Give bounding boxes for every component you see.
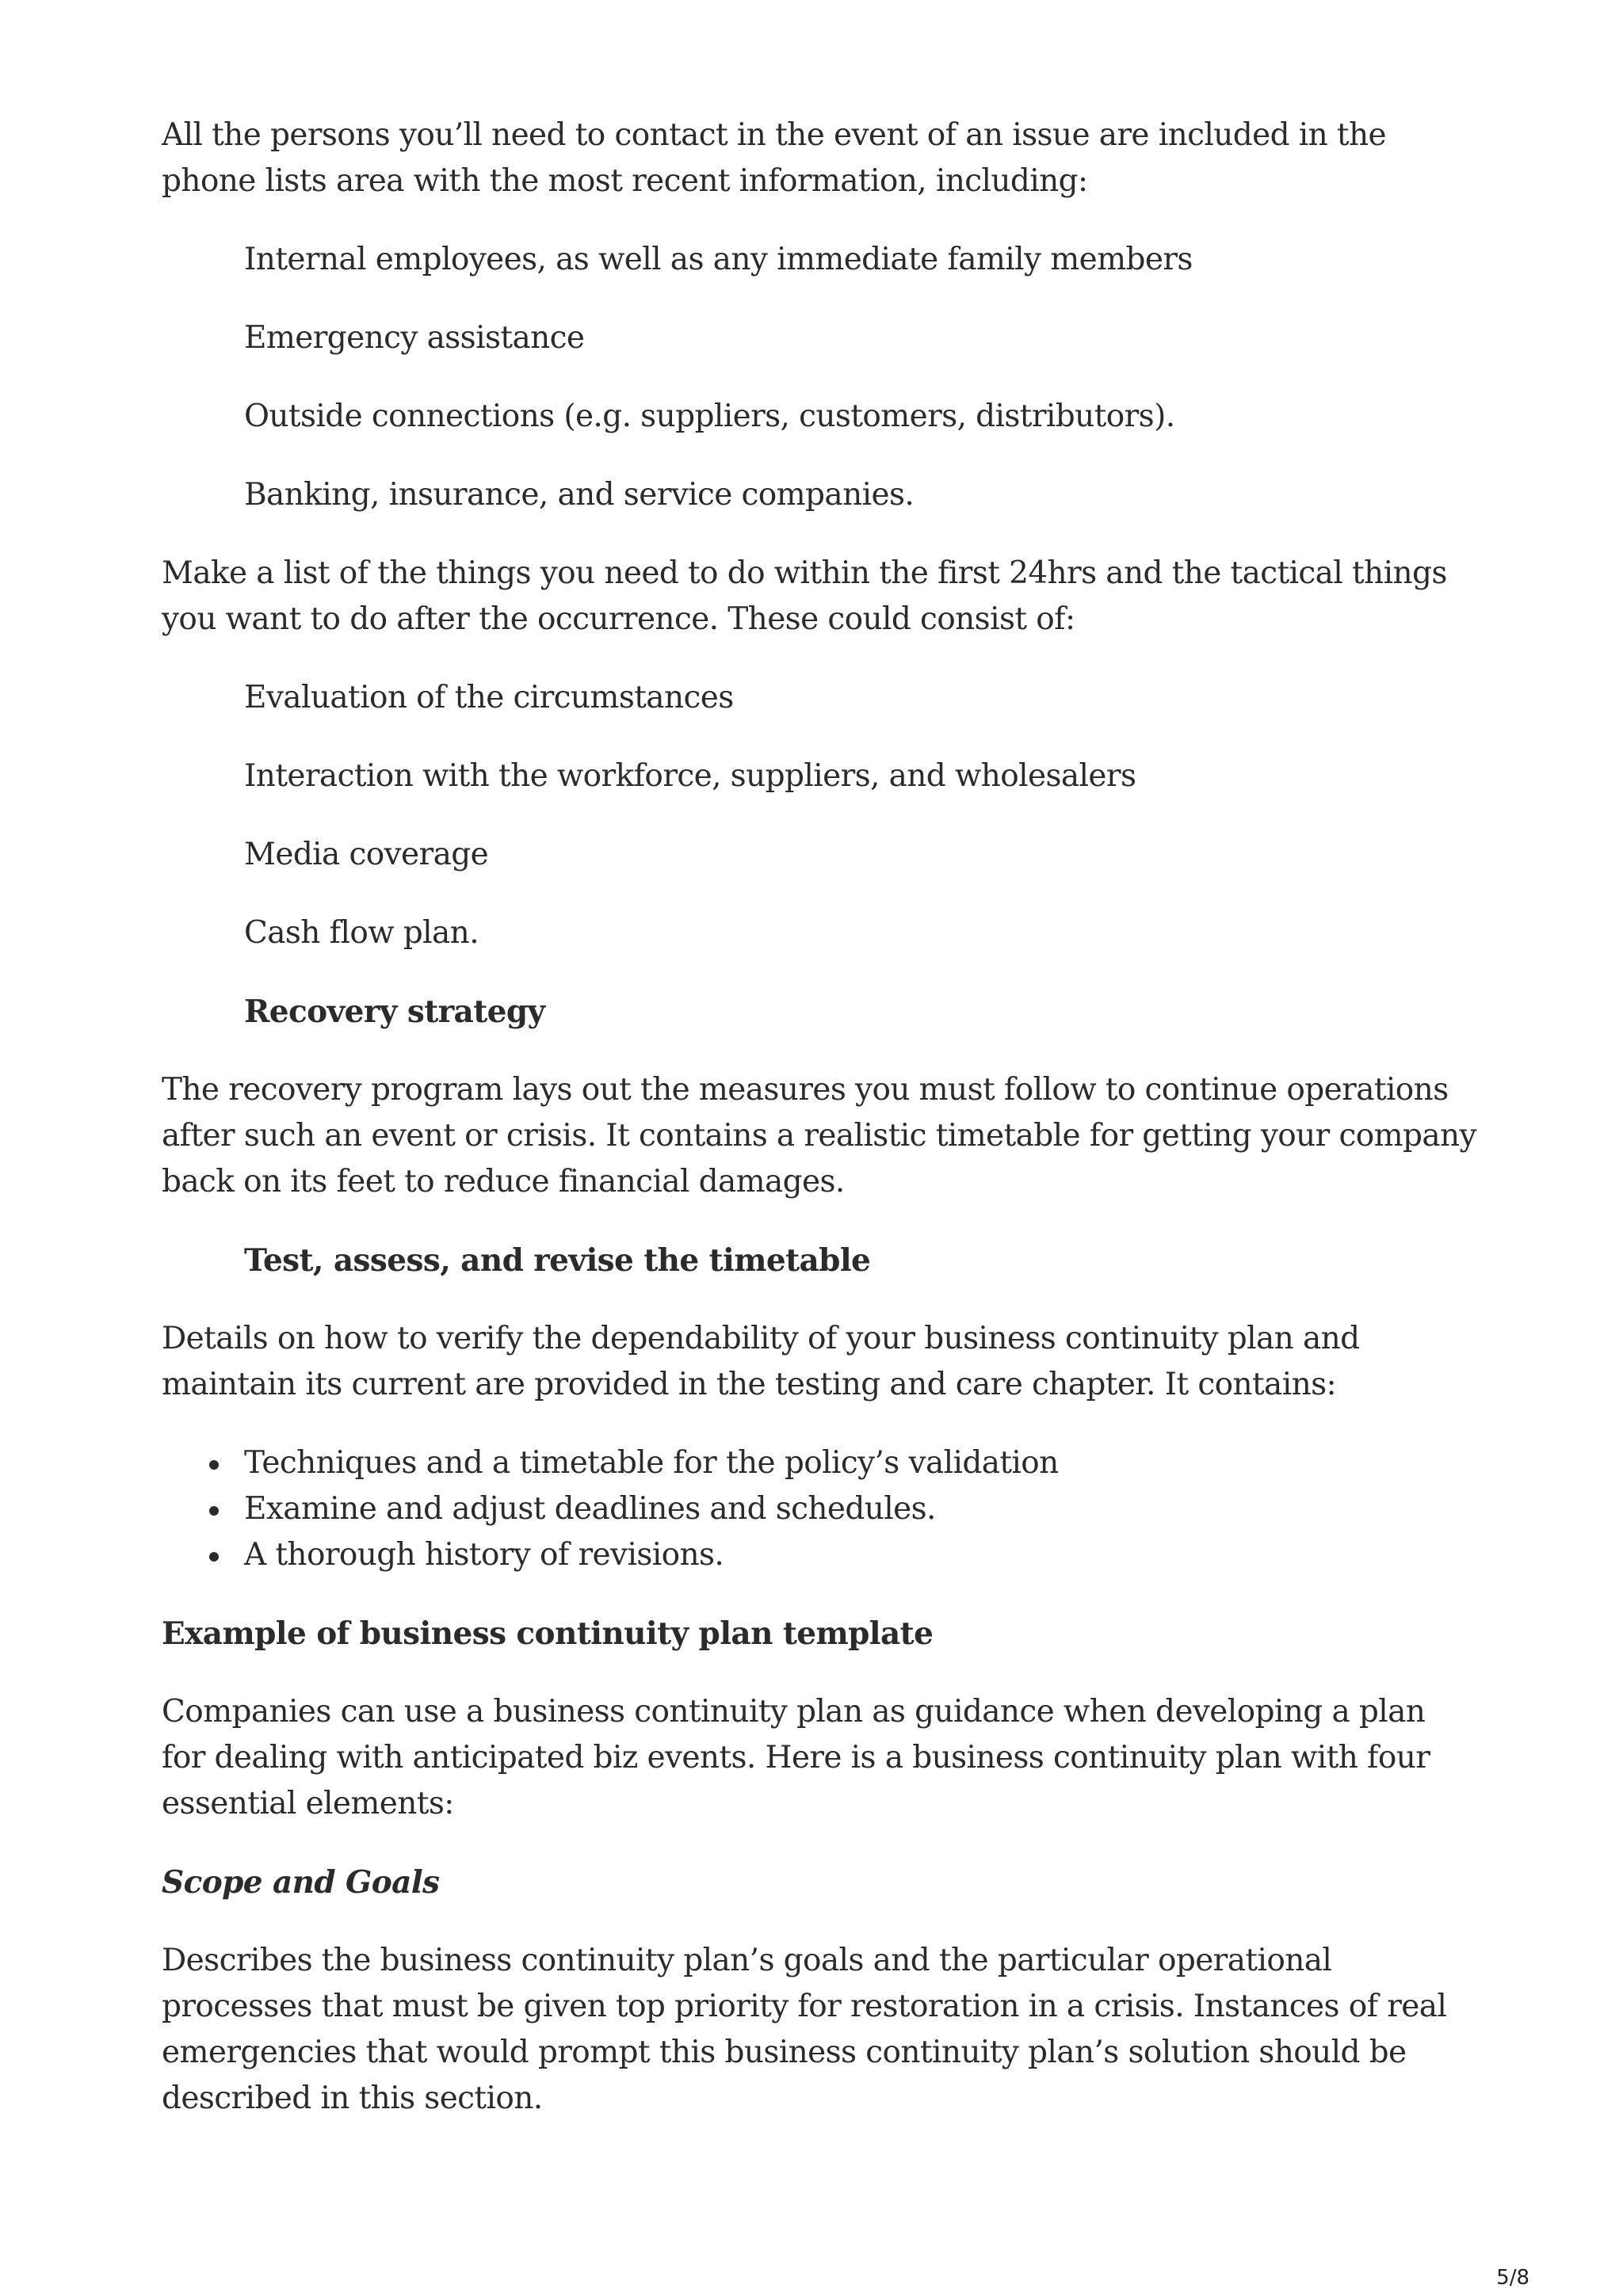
contact-item: Internal employees, as well as any immediate family members (244, 242, 1193, 277)
scope-goals-paragraph: Describes the business continuity plan’s goals and the particular operational processes that must be given top priority for restoration in a crisis. Instances of real emergencies that would prompt this business continuity plan’s solution should be described in this section. (162, 1943, 1447, 2116)
example-heading: Example of business continuity plan template (162, 1615, 934, 1652)
testing-heading: Test, assess, and revise the timetable (244, 1242, 871, 1279)
action-item: Interaction with the workforce, suppliers, and wholesalers (244, 758, 1136, 794)
list-item: Techniques and a timetable for the policy’s validation (244, 1440, 1477, 1486)
contact-item: Emergency assistance (244, 320, 585, 356)
list-item: A thorough history of revisions. (244, 1532, 1477, 1578)
contact-item: Banking, insurance, and service companies. (244, 477, 915, 513)
example-paragraph: Companies can use a business continuity plan as guidance when developing a plan for dealing with anticipated biz events. Here is a business continuity plan with four essential elements: (162, 1694, 1430, 1821)
document-body (162, 113, 1477, 2154)
page-number: 5/8 (1496, 2266, 1529, 2290)
action-item: Evaluation of the circumstances (244, 680, 734, 715)
recovery-strategy-paragraph: The recovery program lays out the measures you must follow to continue operations after such an event or crisis. It contains a realistic timetable for getting your company back on its feet to reduce financial damages. (162, 1072, 1476, 1199)
action-item: Cash flow plan. (244, 915, 479, 951)
contact-item: Outside connections (e.g. suppliers, customers, distributors). (244, 399, 1175, 434)
action-item: Media coverage (244, 837, 489, 872)
testing-bullet-list (162, 1440, 1477, 1578)
list-item: Examine and adjust deadlines and schedules. (244, 1486, 1477, 1532)
intro-paragraph: All the persons you’ll need to contact in the event of an issue are included in the phone lists area with the most recent information, including: (162, 117, 1386, 199)
first-24hrs-paragraph: Make a list of the things you need to do within the first 24hrs and the tactical things you want to do after the occurrence. These could consist of: (162, 555, 1447, 637)
scope-goals-heading: Scope and Goals (162, 1864, 440, 1901)
testing-paragraph: Details on how to verify the dependability of your business continuity plan and maintain its current are provided in the testing and care chapter. It contains: (162, 1321, 1360, 1402)
recovery-strategy-heading: Recovery strategy (244, 994, 545, 1030)
